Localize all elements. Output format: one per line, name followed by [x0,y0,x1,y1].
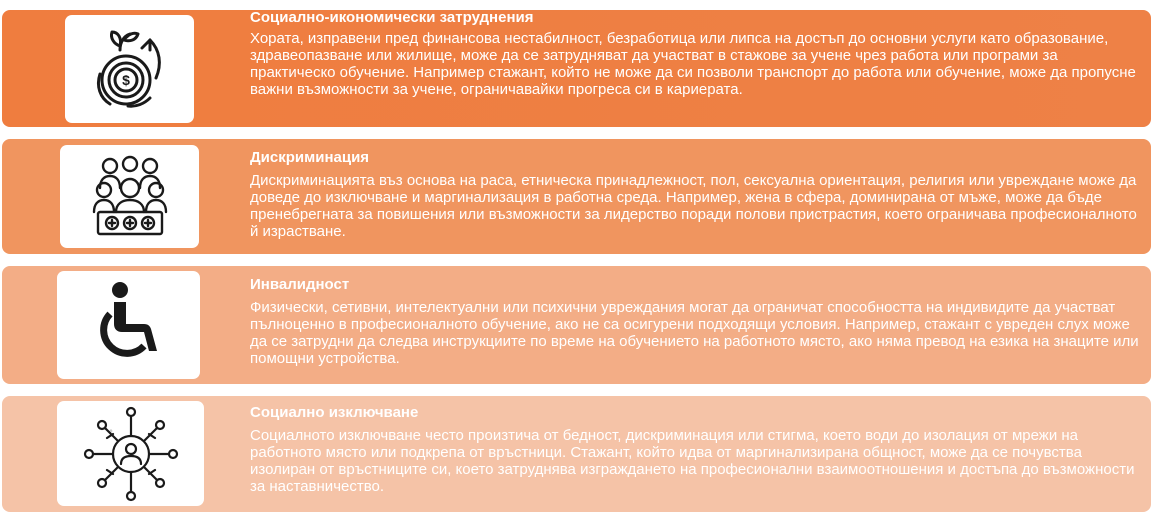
icon-box [60,145,199,248]
icon-box [57,271,200,379]
svg-text:$: $ [121,72,130,88]
card-title: Дискриминация [250,149,370,166]
icon-box [57,401,204,506]
card-disability [2,266,1151,384]
card-discrimination [2,139,1151,254]
diverse-group-icon [92,154,168,240]
card-social-exclusion [2,396,1151,512]
card-text: Физически, сетивни, интелектуални или психични увреждания могат да ограничат способността на индивидите да участват пълноценно в професионалното обучение, ако не са осигурени подходящи условия. Например, стажант с увреден слух може да се затрудни да следва инструкциите по време на обучението на работното място, ако няма превод на езика на знаците или помощни устройства. [250,299,1139,367]
icon-box [65,15,194,123]
card-title: Социално-икономически затруднения [250,10,534,26]
network-person-icon [81,404,181,504]
card-text: Хората, изправени пред финансова нестабилност, безработица или липса на достъп до основни услуги като образование, здравеопазване или жилище, може да се затрудняват да участват в стажове за учене чрез работа или програми за практическо обучение. Например стажант, който не може да си позволи транспорт до работа или обучение, може да пропусне важни възможности за учене, ограничавайки прогреса си в кариерата. [250,30,1136,98]
money-growth-icon [90,24,170,114]
card-title: Социално изключване [250,404,419,421]
card-title: Инвалидност [250,276,350,293]
card-socio-economic [2,10,1151,127]
wheelchair-icon [94,280,164,370]
card-text: Социалното изключване често произтича от бедност, дискриминация или стигма, което води до изолация от мрежи на работното място или подкрепа от връстници. Стажант, който идва от маргинализирана общност, може да се почувства изолиран от връстниците си, което затруднява изграждането на професионални взаимоотношения и достъпа до възможности за наставничество. [250,427,1135,495]
card-text: Дискриминацията въз основа на раса, етническа принадлежност, пол, сексуална ориентация, религия или увреждане може да доведе до изключване и маргинализация в работна среда. Например, жена в сфера, доминирана от мъже, може да бъде пренебрегната за повишения или възможности за лидерство поради полови пристрастия, което ограничава професионалното й израстване. [250,172,1137,240]
